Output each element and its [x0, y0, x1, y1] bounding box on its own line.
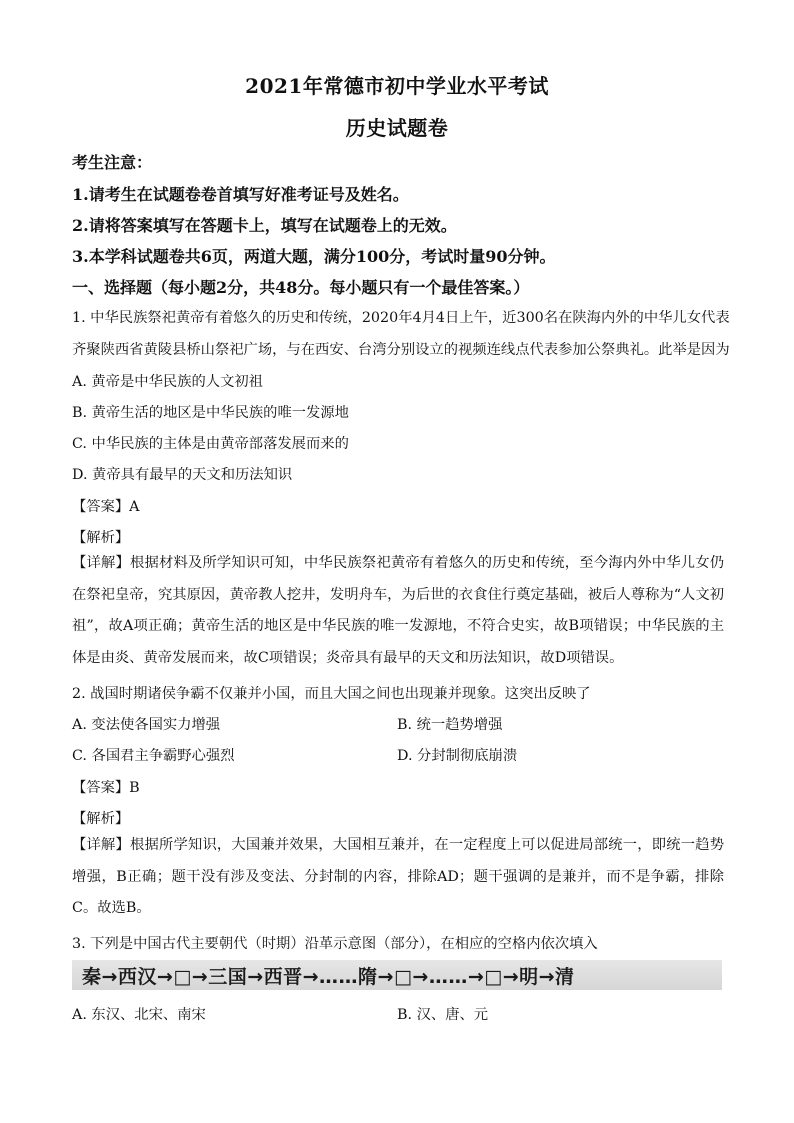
question-1-analysis: 【解析】	[72, 530, 130, 546]
question-2-stem: 2. 战国时期诸侯争霸不仅兼并小国，而且大国之间也出现兼并现象。这突出反映了	[72, 686, 591, 702]
question-1-stem: 1. 中华民族祭祀黄帝有着悠久的历史和传统，2020年4月4日上午，近300名在陕海内外的中华儿女代表	[72, 310, 730, 326]
question-3-stem: 3. 下列是中国古代主要朝代（时期）沿革示意图（部分），在相应的空格内依次填入	[72, 936, 598, 952]
section-heading: 一、选择题（每小题2分，共48分。每小题只有一个最佳答案。）	[72, 278, 530, 297]
exam-title: 2021年常德市初中学业水平考试	[245, 74, 549, 98]
notice-heading: 考生注意：	[72, 153, 153, 172]
question-3-option-a: A. 东汉、北宋、南宋	[72, 1007, 206, 1023]
question-2-option-a: A. 变法使各国实力增强	[72, 717, 221, 733]
question-2-option-d: D. 分封制彻底崩溃	[397, 748, 518, 764]
question-1-stem: 齐聚陕西省黄陵县桥山祭祀广场，与在西安、台湾分别设立的视频连线点代表参加公祭典礼。此举是因为	[72, 342, 730, 358]
question-1-detail: 【详解】根据材料及所学知识可知，中华民族祭祀黄帝有着悠久的历史和传统，至今海内外中华儿女仍在祭祀皇帝，究其原因，黄帝教人挖井，发明舟车，为后世的衣食住行奠定基础，被后人尊称为“人文初祖”，故A项正确；黄帝生活的地区是中华民族的唯一发源地，不符合史实，故B项错误；中华民族的主体是由炎、黄帝发展而来，故C项错误；炎帝具有最早的天文和历法知识，故D项错误。	[72, 555, 724, 666]
question-2-option-c: C. 各国君主争霸野心强烈	[72, 748, 235, 764]
question-1-option-d: D. 黄帝具有最早的天文和历法知识	[72, 467, 293, 483]
question-1-option-a: A. 黄帝是中华民族的人文初祖	[72, 374, 263, 390]
question-2-option-b: B. 统一趋势增强	[397, 717, 503, 733]
notice-item: 3.本学科试题卷共6页，两道大题，满分100分，考试时量90分钟。	[72, 247, 556, 266]
question-1-option-c: C. 中华民族的主体是由黄帝部落发展而来的	[72, 436, 349, 452]
question-1-answer: 【答案】A	[72, 499, 140, 515]
question-2-answer: 【答案】B	[72, 780, 140, 796]
notice-item: 2.请将答案填写在答题卡上，填写在试题卷上的无效。	[72, 216, 457, 235]
notice-item: 1.请考生在试题卷卷首填写好准考证号及姓名。	[72, 185, 409, 204]
question-1-option-b: B. 黄帝生活的地区是中华民族的唯一发源地	[72, 405, 349, 421]
question-2-detail: 【详解】根据所学知识，大国兼并效果，大国相互兼并，在一定程度上可以促进局部统一，即统一趋势增强，B正确；题干没有涉及变法、分封制的内容，排除AD；题干强调的是兼并，而不是争霸，排除C。故选B。	[72, 837, 724, 916]
dynasty-timeline-text: 秦→西汉→□→三国→西晋→……隋→□→……→□→明→清	[82, 966, 575, 988]
question-3-option-b: B. 汉、唐、元	[397, 1007, 489, 1023]
dynasty-timeline-figure	[72, 960, 722, 990]
question-2-analysis: 【解析】	[72, 811, 130, 827]
exam-subtitle: 历史试题卷	[345, 116, 449, 140]
